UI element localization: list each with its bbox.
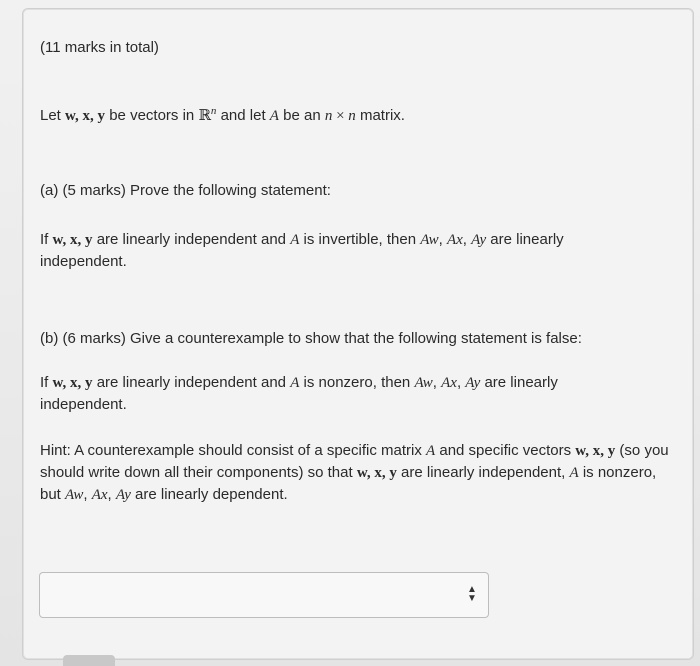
part-a-statement: If w, x, y are linearly independent and A is invertible, then Aw, Ax, Ay are linearly independent. [40, 231, 564, 270]
chevron-up-down-icon[interactable]: ▲ ▼ [467, 584, 477, 604]
part-a-title: (a) (5 marks) Prove the following statement: [40, 182, 331, 199]
hint-text: Hint: A counterexample should consist of a specific matrix A and specific vectors w, x, y (so you should write down all their components) so that w, x, y are linearly independent, A is nonzero, but Aw, Ax, Ay are linearly dependent. [40, 442, 669, 503]
real-field: ℝ [198, 108, 211, 124]
answer-dropdown[interactable] [39, 572, 489, 618]
marks-header: (11 marks in total) [40, 39, 159, 56]
intro-text: Let w, x, y be vectors in ℝ$^n$ and let A be an n × n matrix. [40, 105, 405, 124]
vectors-wxy: w, x, y [65, 108, 106, 124]
bottom-button-edge[interactable] [63, 655, 115, 666]
part-b-title: (b) (6 marks) Give a counterexample to show that the following statement is false: [40, 330, 582, 347]
part-b-statement: If w, x, y are linearly independent and A is nonzero, then Aw, Ax, Ay are linearly independent. [40, 374, 558, 413]
